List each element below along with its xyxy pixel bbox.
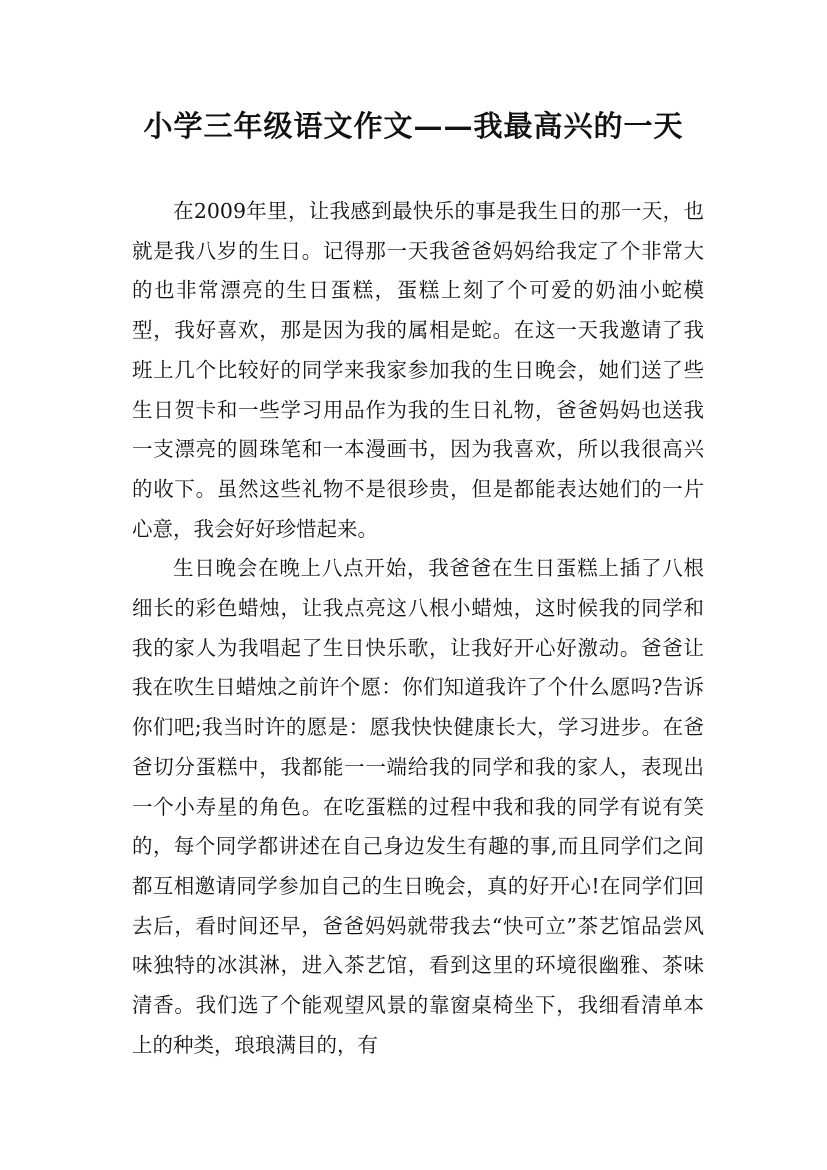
paragraph-1: 在2009年里，让我感到最快乐的事是我生日的那一天，也就是我八岁的生日。记得那一天我爸爸妈妈给我定了个非常大的也非常漂亮的生日蛋糕，蛋糕上刻了个可爱的奶油小蛇模型，我好喜欢，那是因为我的属相是蛇。在这一天我邀请了我班上几个比较好的同学来我家参加我的生日晚会，她们送了些生日贺卡和一些学习用品作为我的生日礼物，爸爸妈妈也送我一支漂亮的圆珠笔和一本漫画书，因为我喜欢，所以我很高兴的收下。虽然这些礼物不是很珍贵，但是都能表达她们的一片心意，我会好好珍惜起来。 — [132, 199, 704, 541]
paragraph-2: 生日晚会在晚上八点开始，我爸爸在生日蛋糕上插了八根细长的彩色蜡烛，让我点亮这八根小蜡烛，这时候我的同学和我的家人为我唱起了生日快乐歌，让我好开心好激动。爸爸让我在吹生日蜡烛之前许个愿：你们知道我许了个什么愿吗?告诉你们吧;我当时许的愿是：愿我快快健康长大，学习进步。在爸爸切分蛋糕中，我都能一一端给我的同学和我的家人，表现出一个小寿星的角色。在吃蛋糕的过程中我和我的同学有说有笑的，每个同学都讲述在自己身边发生有趣的事,而且同学们之间都互相邀请同学参加自己的生日晚会，真的好开心!在同学们回去后，看时间还早，爸爸妈妈就带我去“快可立”茶艺馆品尝风味独特的冰淇淋，进入茶艺馆，看到这里的环境很幽雅、茶味清香。我们选了个能观望风景的靠窗桌椅坐下，我细看清单本上的种类，琅琅满目的，有 — [132, 556, 704, 1057]
document-body — [132, 192, 704, 1065]
document-title: 小学三年级语文作文——我最高兴的一天 — [143, 109, 684, 143]
